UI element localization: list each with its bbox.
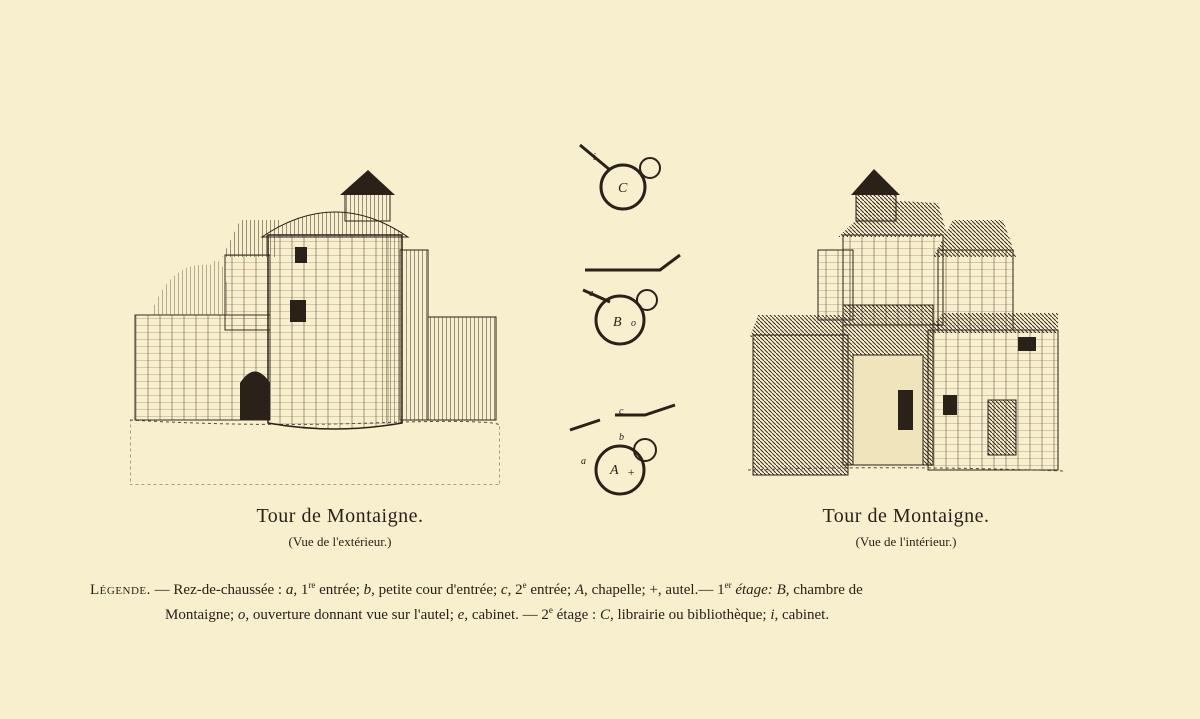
caption-interior-title: Tour de Montaigne. bbox=[822, 505, 990, 527]
plan-label-e: e bbox=[589, 288, 594, 299]
legend-key-C: C, bbox=[599, 607, 614, 623]
plan-label-a: a bbox=[581, 456, 586, 467]
plan-label-o: o bbox=[631, 318, 636, 329]
legend-cabinet-1: cabinet. bbox=[471, 607, 519, 623]
caption-exterior-subtitle: (Vue de l'extérieur.) bbox=[288, 534, 392, 549]
plan-label-a-cap: A bbox=[610, 463, 619, 478]
legend-montaigne: Montaigne; bbox=[165, 607, 235, 623]
plan-label-b-small: b bbox=[619, 432, 624, 443]
caption-exterior bbox=[190, 505, 490, 550]
legend-opening: ouverture donnant vue sur l'autel; bbox=[252, 607, 454, 623]
legend-key-o: o, bbox=[237, 607, 250, 623]
tower-interior-illustration bbox=[748, 165, 1063, 480]
legend-chamber: chambre de bbox=[793, 582, 863, 598]
legend-key-e: e, bbox=[457, 607, 469, 623]
legend-key-c: c, bbox=[500, 582, 512, 598]
legend-courtyard: petite cour d'entrée; bbox=[378, 582, 498, 598]
legend-key-B: B, bbox=[776, 582, 790, 598]
legend-chapel: chapelle; bbox=[591, 582, 646, 598]
legend-dash: — bbox=[154, 582, 170, 598]
legend-ground-floor: Rez-de-chaussée : bbox=[173, 582, 283, 598]
legend-first-entry: 1re entrée; bbox=[300, 580, 360, 598]
legend-key-i: i, bbox=[770, 607, 779, 623]
plan-label-c-small: c bbox=[619, 406, 624, 417]
legend-key-A: A, bbox=[574, 582, 588, 598]
legend-key-plus: +, bbox=[649, 582, 662, 598]
legend-altar: autel. bbox=[665, 582, 699, 598]
legend-key-a: a, bbox=[285, 582, 298, 598]
legend-key-b: b, bbox=[363, 582, 375, 598]
plan-ground-floor bbox=[570, 405, 675, 494]
plan-label-i: i bbox=[593, 152, 596, 163]
caption-interior-subtitle: (Vue de l'intérieur.) bbox=[855, 534, 957, 549]
plan-label-c: C bbox=[618, 181, 628, 196]
plan-second-floor bbox=[580, 145, 660, 209]
legend-heading: Légende. bbox=[90, 582, 151, 598]
caption-exterior-title: Tour de Montaigne. bbox=[256, 505, 424, 527]
tower-exterior-illustration bbox=[130, 165, 500, 485]
legend-second-floor: 2e étage : bbox=[541, 605, 597, 623]
caption-interior bbox=[756, 505, 1056, 550]
legend bbox=[90, 575, 1110, 625]
legend-second-entry: 2e entrée; bbox=[515, 580, 572, 598]
plan-altar: + bbox=[627, 465, 636, 479]
legend-first-floor: 1er étage: bbox=[717, 580, 773, 598]
plan-label-b: B bbox=[613, 315, 622, 330]
legend-line-1 bbox=[90, 575, 1110, 600]
plan-first-floor bbox=[583, 255, 680, 344]
legend-dash-2: — bbox=[698, 582, 714, 598]
legend-cabinet-2: cabinet. bbox=[782, 607, 830, 623]
floor-plans-diagram bbox=[555, 130, 685, 510]
legend-line-2 bbox=[90, 600, 1110, 625]
legend-dash-3: — bbox=[522, 607, 538, 623]
legend-library: librairie ou bibliothèque; bbox=[617, 607, 767, 623]
